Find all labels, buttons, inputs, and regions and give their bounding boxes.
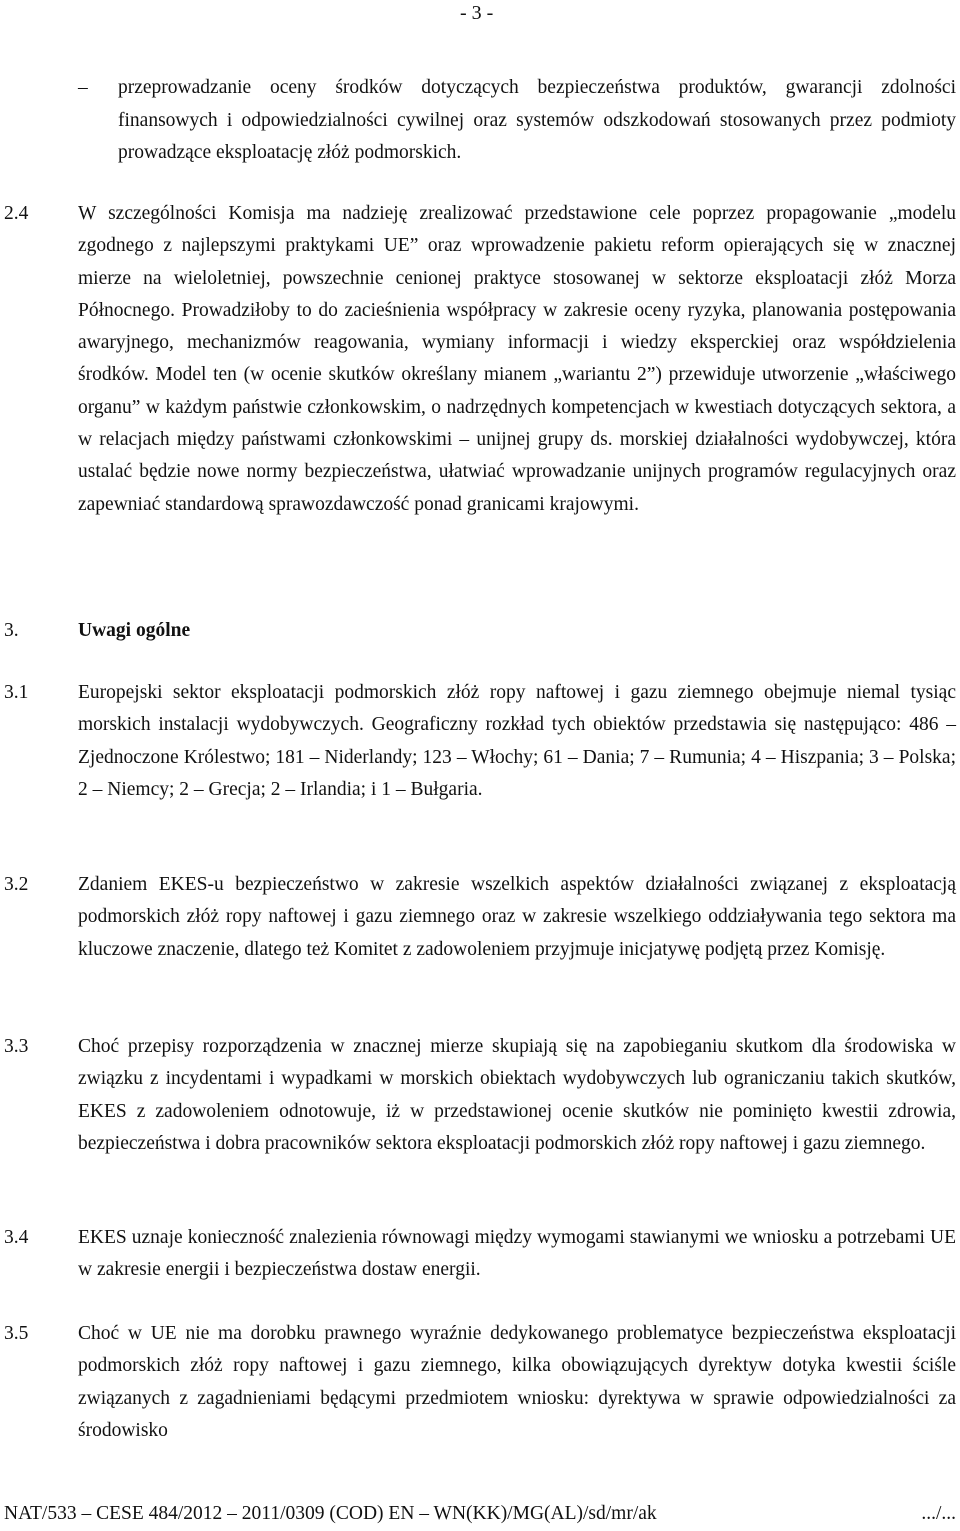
paragraph-text: Europejski sektor eksploatacji podmorskich złóż ropy naftowej i gazu ziemnego obejmuje niemal tysiąc morskich instalacji wydobywczych. Geograficzny rozkład tych obiektów przedstawia się następująco: 486 – Zjednoczone Królestwo; 181 – Niderlandy; 123 – Włochy; 61 – Dania; 7 – Rumunia; 4 – Hiszpania; 3 – Polska; 2 – Niemcy; 2 – Grecja; 2 – Irlandia; i 1 – Bułgaria.: [78, 682, 956, 800]
document-reference: NAT/533 – CESE 484/2012 – 2011/0309 (COD) EN – WN(KK)/MG(AL)/sd/mr/ak: [4, 1503, 657, 1524]
paragraph-number: 3.4: [4, 1227, 29, 1248]
paragraph-3-3: [4, 1031, 956, 1160]
paragraph-number: 3.2: [4, 874, 29, 895]
paragraph-3-1: [4, 677, 956, 806]
paragraph-number: 3.1: [4, 682, 29, 703]
paragraph-text: Choć w UE nie ma dorobku prawnego wyraźnie dedykowanego problematyce bezpieczeństwa eksploatacji podmorskich złóż ropy naftowej i gazu ziemnego, kilka obowiązujących dyrektyw dotyka kwestii ściśle związanych z zagadnieniami będącymi przedmiotem wniosku: dyrektywa w sprawie odpowiedzialności za środowisko: [78, 1323, 956, 1441]
paragraph-2-4: [4, 198, 956, 521]
paragraph-number: 3.3: [4, 1036, 29, 1057]
paragraph-number: 2.4: [4, 203, 29, 224]
paragraph-text: W szczególności Komisja ma nadzieję zrealizować przedstawione cele poprzez propagowanie „modelu zgodnego z najlepszymi praktykami UE” oraz wprowadzenie pakietu reform opierających się w znacznej mierze na wieloletniej, powszechnie cenionej praktyce stosowanej w sektorze eksploatacji złóż Morza Północnego. Prowadziłoby to do zacieśnienia współpracy w zakresie oceny ryzyka, planowania postępowania awaryjnego, mechanizmów reagowania, wymiany informacji i wiedzy eksperckiej oraz współdzielenia środków. Model ten (w ocenie skutków określany mianem „wariantu 2”) przewiduje utworzenie „właściwego organu” w każdym państwie członkowskim, o nadrzędnych kompetencjach w kwestiach dotyczących sektora, a w relacjach między państwami członkowskimi – unijnej grupy ds. morskiej działalności wydobywczej, która ustalać będzie nowe normy bezpieczeństwa, ułatwiać wprowadzanie unijnych programów regulacyjnych oraz zapewniać standardową sprawozdawczość ponad granicami krajowymi.: [78, 203, 956, 515]
bullet-dash: –: [78, 77, 88, 98]
bullet-item: [78, 72, 956, 170]
section-number: 3.: [4, 620, 19, 641]
bullet-text: przeprowadzanie oceny środków dotyczących bezpieczeństwa produktów, gwarancji zdolności finansowych i odpowiedzialności cywilnej oraz systemów odszkodowań stosowanych przez podmioty prowadzące eksploatację złóż podmorskich.: [118, 77, 956, 163]
paragraph-3-2: [4, 869, 956, 966]
page-footer: [4, 1500, 956, 1528]
paragraph-text: EKES uznaje konieczność znalezienia równowagi między wymogami stawianymi we wniosku a potrzebami UE w zakresie energii i bezpieczeństwa dostaw energii.: [78, 1227, 956, 1281]
continuation-mark: .../...: [921, 1503, 956, 1524]
paragraph-3-4: [4, 1222, 956, 1287]
section-heading: [4, 615, 190, 647]
paragraph-3-5: [4, 1318, 956, 1447]
page-number: - 3 -: [460, 2, 494, 24]
paragraph-number: 3.5: [4, 1323, 29, 1344]
paragraph-text: Choć przepisy rozporządzenia w znacznej mierze skupiają się na zapobieganiu skutkom dla środowiska w związku z incydentami i wypadkami w morskich obiektach wydobywczych lub ograniczaniu takich skutków, EKES z zadowoleniem odnotowuje, iż w przedstawionej ocenie skutków nie pominięto kwestii zdrowia, bezpieczeństwa i dobra pracowników sektora eksploatacji podmorskich złóż ropy naftowej i gazu ziemnego.: [78, 1036, 956, 1154]
section-title: Uwagi ogólne: [78, 620, 191, 641]
paragraph-text: Zdaniem EKES-u bezpieczeństwo w zakresie wszelkich aspektów działalności związanej z eksploatacją podmorskich złóż ropy naftowej i gazu ziemnego oraz w zakresie wszelkiego oddziaływania tego sektora ma kluczowe znaczenie, dlatego też Komitet z zadowoleniem przyjmuje inicjatywę podjętą przez Komisję.: [78, 874, 956, 960]
